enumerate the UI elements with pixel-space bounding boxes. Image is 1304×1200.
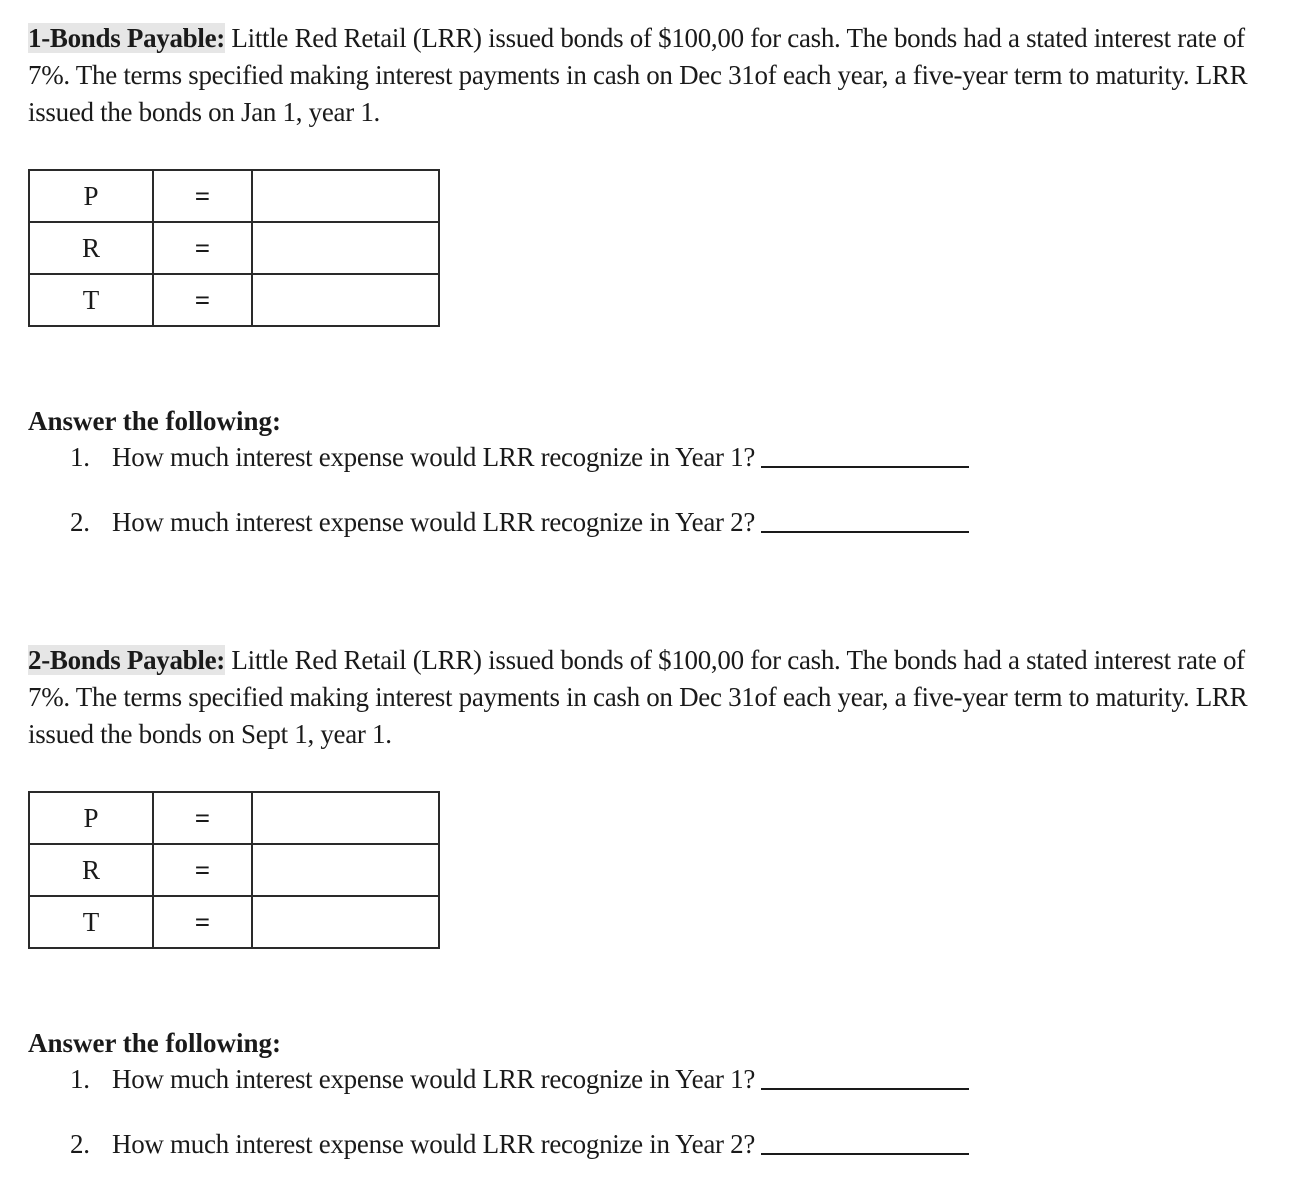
equals-sign: = <box>153 222 252 274</box>
variable-label: P <box>29 170 153 222</box>
problem-1 <box>28 20 1268 540</box>
problem-heading: 2-Bonds Payable: <box>28 645 225 675</box>
prt-table <box>28 791 440 949</box>
table-row-p <box>29 170 439 222</box>
question-2 <box>70 504 1268 540</box>
value-cell[interactable] <box>252 792 439 844</box>
equals-sign: = <box>153 170 252 222</box>
value-cell[interactable] <box>252 844 439 896</box>
problem-heading: 1-Bonds Payable: <box>28 23 225 53</box>
question-text: How much interest expense would LRR recognize in Year 1? <box>112 442 756 472</box>
value-cell[interactable] <box>252 274 439 326</box>
table-row-t <box>29 274 439 326</box>
question-text: How much interest expense would LRR recognize in Year 2? <box>112 1129 756 1159</box>
answer-heading: Answer the following: <box>28 406 281 436</box>
variable-label: T <box>29 274 153 326</box>
variable-label: T <box>29 896 153 948</box>
answer-blank[interactable] <box>761 1152 969 1155</box>
equals-sign: = <box>153 792 252 844</box>
answer-blank[interactable] <box>761 465 969 468</box>
table-row-r <box>29 222 439 274</box>
question-1 <box>70 1061 1268 1097</box>
prt-table <box>28 169 440 327</box>
problem-statement <box>28 642 1268 753</box>
question-2 <box>70 1126 1268 1162</box>
equals-sign: = <box>153 844 252 896</box>
question-number: 2. <box>70 1129 90 1159</box>
answer-heading: Answer the following: <box>28 1028 281 1058</box>
value-cell[interactable] <box>252 896 439 948</box>
variable-label: R <box>29 222 153 274</box>
question-number: 2. <box>70 507 90 537</box>
variable-label: R <box>29 844 153 896</box>
variable-label: P <box>29 792 153 844</box>
table-row-r <box>29 844 439 896</box>
problem-body: Little Red Retail (LRR) issued bonds of $100,00 for cash. The bonds had a stated interest rate of 7%. The terms specified making interest payments in cash on Dec 31of each year, a five-year term to maturity. LRR issued the bonds on Sept 1, year 1. <box>28 645 1248 749</box>
question-text: How much interest expense would LRR recognize in Year 2? <box>112 507 756 537</box>
question-number: 1. <box>70 1064 90 1094</box>
answer-blank[interactable] <box>761 1087 969 1090</box>
table-row-t <box>29 896 439 948</box>
equals-sign: = <box>153 896 252 948</box>
question-text: How much interest expense would LRR recognize in Year 1? <box>112 1064 756 1094</box>
problem-2 <box>28 642 1268 1162</box>
table-row-p <box>29 792 439 844</box>
question-1 <box>70 439 1268 475</box>
value-cell[interactable] <box>252 170 439 222</box>
value-cell[interactable] <box>252 222 439 274</box>
problem-statement <box>28 20 1268 131</box>
answer-blank[interactable] <box>761 530 969 533</box>
equals-sign: = <box>153 274 252 326</box>
problem-body: Little Red Retail (LRR) issued bonds of $100,00 for cash. The bonds had a stated interest rate of 7%. The terms specified making interest payments in cash on Dec 31of each year, a five-year term to maturity. LRR issued the bonds on Jan 1, year 1. <box>28 23 1248 127</box>
question-number: 1. <box>70 442 90 472</box>
